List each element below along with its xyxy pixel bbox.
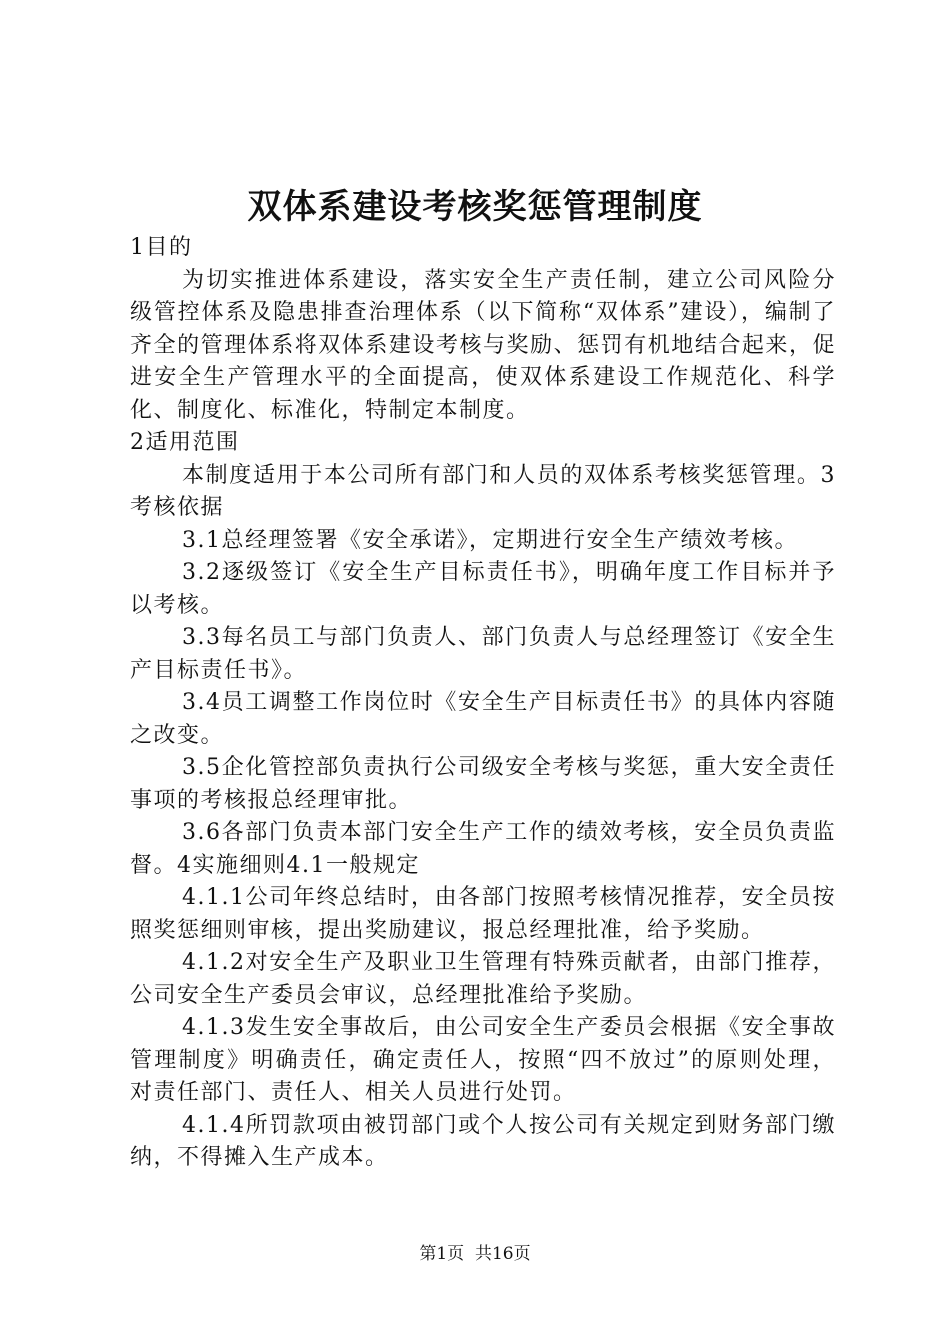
- paragraph-4-1-3: 4.1.3发生安全事故后，由公司安全生产委员会根据《安全事故管理制度》明确责任，确定责任人，按照“四不放过”的原则处理，对责任部门、责任人、相关人员进行处罚。: [130, 1015, 836, 1105]
- paragraph-scope: 本制度适用于本公司所有部门和人员的双体系考核奖惩管理。3考核依据: [130, 462, 836, 520]
- section-heading-purpose: 1目的: [130, 235, 193, 260]
- paragraph-3-4: 3.4员工调整工作岗位时《安全生产目标责任书》的具体内容随之改变。: [130, 690, 836, 748]
- paragraph-purpose: 为切实推进体系建设，落实安全生产责任制，建立公司风险分级管控体系及隐患排查治理体系（以下简称“双体系”建设），编制了齐全的管理体系将双体系建设考核与奖励、惩罚有机地结合起来，促进安全生产管理水平的全面提高，使双体系建设工作规范化、科学化、制度化、标准化，特制定本制度。: [130, 267, 836, 423]
- paragraph-3-1: 3.1总经理签署《安全承诺》，定期进行安全生产绩效考核。: [182, 527, 798, 553]
- document-title: 双体系建设考核奖惩管理制度: [247, 187, 703, 227]
- document-body: [130, 232, 836, 1175]
- paragraph-4-1-2: 4.1.2对安全生产及职业卫生管理有特殊贡献者，由部门推荐，公司安全生产委员会审议，总经理批准给予奖励。: [130, 950, 836, 1008]
- paragraph-3-5: 3.5企化管控部负责执行公司级安全考核与奖惩，重大安全责任事项的考核报总经理审批。: [130, 755, 836, 813]
- paragraph-3-2: 3.2逐级签订《安全生产目标责任书》，明确年度工作目标并予以考核。: [130, 560, 836, 618]
- section-heading-scope: 2适用范围: [130, 430, 240, 455]
- paragraph-4-1-1: 4.1.1公司年终总结时，由各部门按照考核情况推荐，安全员按照奖惩细则审核，提出奖励建议，报总经理批准，给予奖励。: [130, 885, 836, 943]
- page-number-label: 第1页 共16页: [419, 1244, 531, 1264]
- page-footer: [0, 1242, 950, 1266]
- paragraph-3-3: 3.3每名员工与部门负责人、部门负责人与总经理签订《安全生产目标责任书》。: [130, 625, 836, 683]
- paragraph-3-6: 3.6各部门负责本部门安全生产工作的绩效考核，安全员负责监督。4实施细则4.1一般规定: [130, 820, 836, 878]
- paragraph-4-1-4: 4.1.4所罚款项由被罚部门或个人按公司有关规定到财务部门缴纳，不得摊入生产成本。: [130, 1112, 836, 1170]
